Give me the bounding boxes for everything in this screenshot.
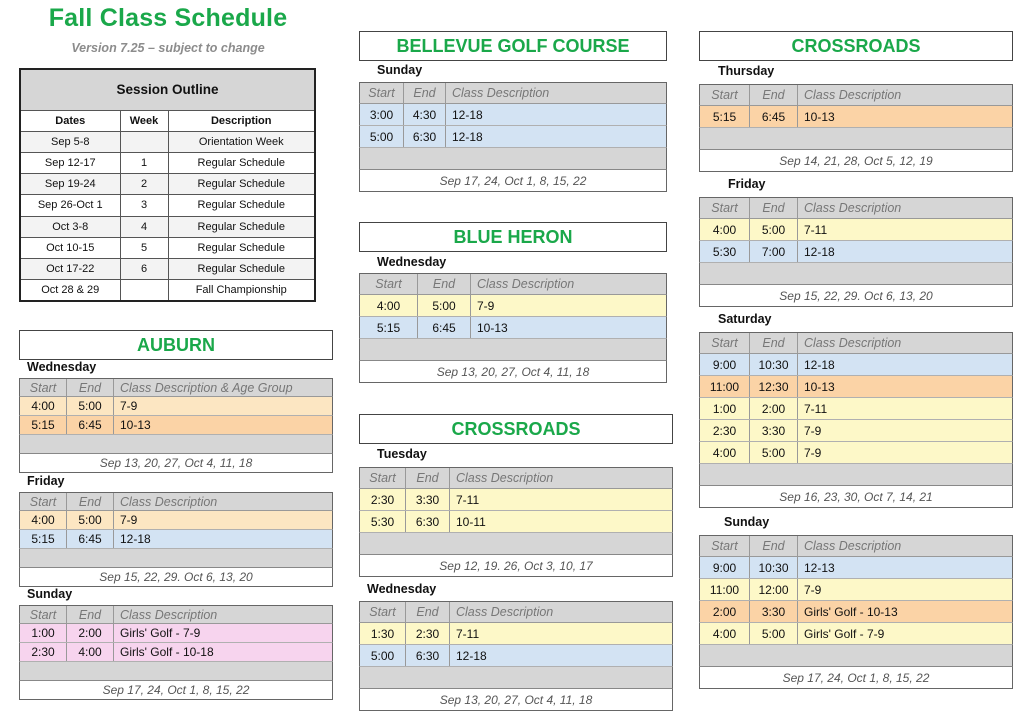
day-label: Saturday (718, 312, 772, 326)
class-row (699, 579, 1013, 601)
class-description: 7-11 (804, 222, 828, 237)
start-time: 11:00 (700, 579, 750, 600)
start-time: 4:00 (700, 623, 750, 644)
outline-row (20, 131, 315, 152)
outline-cell-dates: Oct 10-15 (20, 237, 120, 258)
start-time: 11:00 (700, 376, 750, 397)
outline-cell-description: Regular Schedule (168, 237, 315, 258)
class-row (699, 219, 1013, 241)
class-row (359, 295, 667, 317)
end-time: 2:00 (67, 624, 114, 642)
session-dates: Sep 13, 20, 27, Oct 4, 11, 18 (359, 361, 667, 383)
start-time: 5:15 (700, 106, 750, 127)
outline-cell-description: Regular Schedule (168, 259, 315, 280)
header-start-col: Start (700, 333, 750, 353)
spacer-row (699, 128, 1013, 150)
day-label: Wednesday (27, 360, 97, 374)
start-time: 1:00 (20, 624, 67, 642)
class-row (359, 126, 667, 148)
header-description-col: Class Description (477, 277, 575, 291)
end-time: 5:00 (750, 442, 798, 463)
header-start-col: Start (700, 85, 750, 105)
session-dates: Sep 14, 21, 28, Oct 5, 12, 19 (699, 150, 1013, 172)
class-row (699, 442, 1013, 464)
outline-cell-dates: Sep 12-17 (20, 152, 120, 173)
class-description: 12-18 (804, 244, 835, 259)
outline-row (20, 195, 315, 216)
class-row (19, 397, 333, 416)
end-time: 10:30 (750, 354, 798, 375)
location-title-crossroads-thu-sun: CROSSROADS (699, 31, 1013, 61)
outline-col-dates: Dates (20, 110, 120, 131)
end-time: 6:45 (418, 317, 471, 338)
outline-cell-description: Regular Schedule (168, 152, 315, 173)
class-row (699, 601, 1013, 623)
outline-cell-week: 4 (120, 216, 168, 237)
header-start-col: Start (360, 83, 404, 103)
day-label: Wednesday (367, 582, 437, 596)
header-start-col: Start (700, 536, 750, 556)
header-description-col: Class Description (452, 86, 550, 100)
end-time: 5:00 (750, 623, 798, 644)
spacer-row (359, 533, 673, 555)
end-time: 4:00 (67, 643, 114, 661)
location-title-crossroads-tue-wed: CROSSROADS (359, 414, 673, 444)
class-row (19, 624, 333, 643)
spacer-row (19, 435, 333, 454)
header-description-col: Class Description (456, 605, 554, 619)
outline-row (20, 152, 315, 173)
end-time: 7:00 (750, 241, 798, 262)
schedule-header-row (699, 535, 1013, 557)
end-time: 12:00 (750, 579, 798, 600)
schedule-header-row (19, 605, 333, 624)
spacer-row (359, 667, 673, 689)
class-description: 7-11 (456, 626, 480, 641)
day-label: Sunday (724, 515, 770, 529)
header-description-col: Class Description (804, 88, 902, 102)
end-time: 3:30 (750, 420, 798, 441)
outline-cell-dates: Sep 19-24 (20, 174, 120, 195)
outline-cell-description: Regular Schedule (168, 216, 315, 237)
session-dates: Sep 12, 19. 26, Oct 3, 10, 17 (359, 555, 673, 577)
header-description-col: Class Description & Age Group (120, 380, 293, 395)
class-row (699, 398, 1013, 420)
class-description: 10-11 (456, 514, 486, 529)
outline-cell-dates: Sep 5-8 (20, 131, 120, 152)
outline-cell-week (120, 131, 168, 152)
class-description: 10-13 (804, 109, 835, 124)
header-end-col: End (67, 379, 114, 396)
end-time: 4:30 (404, 104, 446, 125)
outline-cell-description: Regular Schedule (168, 195, 315, 216)
header-end-col: End (404, 83, 446, 103)
schedule-header-row (19, 378, 333, 397)
start-time: 4:00 (20, 397, 67, 415)
start-time: 5:15 (20, 416, 67, 434)
header-start-col: Start (360, 274, 418, 294)
start-time: 2:30 (700, 420, 750, 441)
outline-cell-description: Orientation Week (168, 131, 315, 152)
outline-cell-week: 3 (120, 195, 168, 216)
start-time: 4:00 (20, 511, 67, 529)
class-description: 7-9 (804, 423, 822, 438)
class-row (699, 376, 1013, 398)
class-row (699, 354, 1013, 376)
header-description-col: Class Description (120, 494, 218, 509)
start-time: 3:00 (360, 104, 404, 125)
day-label: Friday (728, 177, 766, 191)
day-label: Friday (27, 474, 65, 488)
session-dates: Sep 13, 20, 27, Oct 4, 11, 18 (359, 689, 673, 711)
outline-col-week: Week (120, 110, 168, 131)
class-row (359, 645, 673, 667)
session-dates: Sep 16, 23, 30, Oct 7, 14, 21 (699, 486, 1013, 508)
class-row (359, 623, 673, 645)
end-time: 6:45 (67, 416, 114, 434)
outline-row (20, 216, 315, 237)
start-time: 5:15 (20, 530, 67, 548)
end-time: 6:30 (404, 126, 446, 147)
spacer-row (19, 662, 333, 681)
header-description-col: Class Description (120, 607, 218, 622)
end-time: 6:45 (750, 106, 798, 127)
class-row (699, 241, 1013, 263)
outline-row (20, 237, 315, 258)
end-time: 5:00 (67, 397, 114, 415)
schedule-header-row (699, 197, 1013, 219)
class-description: 12-18 (120, 532, 151, 546)
start-time: 5:00 (360, 126, 404, 147)
class-description: 7-9 (477, 298, 495, 313)
start-time: 1:00 (700, 398, 750, 419)
outline-row (20, 174, 315, 195)
header-description-col: Class Description (456, 471, 554, 485)
class-description: 7-9 (120, 513, 138, 527)
end-time: 2:30 (406, 623, 450, 644)
schedule-header-row (359, 273, 667, 295)
header-end-col: End (750, 333, 798, 353)
session-dates: Sep 15, 22, 29. Oct 6, 13, 20 (19, 568, 333, 587)
outline-col-description: Description (168, 110, 315, 131)
outline-cell-dates: Sep 26-Oct 1 (20, 195, 120, 216)
outline-cell-week: 6 (120, 259, 168, 280)
class-description: 7-9 (804, 582, 822, 597)
spacer-row (359, 339, 667, 361)
start-time: 2:30 (360, 489, 406, 510)
class-row (699, 106, 1013, 128)
session-dates: Sep 17, 24, Oct 1, 8, 15, 22 (19, 681, 333, 700)
start-time: 5:15 (360, 317, 418, 338)
end-time: 12:30 (750, 376, 798, 397)
outline-cell-week: 5 (120, 237, 168, 258)
header-end-col: End (406, 602, 450, 622)
class-row (19, 530, 333, 549)
class-row (699, 420, 1013, 442)
class-description: 12-18 (452, 129, 483, 144)
class-row (19, 511, 333, 530)
end-time: 5:00 (418, 295, 471, 316)
end-time: 5:00 (750, 219, 798, 240)
class-row (359, 511, 673, 533)
day-label: Thursday (718, 64, 775, 78)
start-time: 9:00 (700, 557, 750, 578)
header-start-col: Start (700, 198, 750, 218)
end-time: 2:00 (750, 398, 798, 419)
class-description: Girls' Golf - 7-9 (120, 626, 201, 640)
outline-cell-week: 1 (120, 152, 168, 173)
class-row (699, 623, 1013, 645)
spacer-row (699, 263, 1013, 285)
day-label: Tuesday (377, 447, 427, 461)
location-title-auburn: AUBURN (19, 330, 333, 360)
page-title: Fall Class Schedule (48, 4, 288, 32)
schedule-header-row (359, 467, 673, 489)
session-outline-title: Session Outline (20, 69, 315, 110)
end-time: 5:00 (67, 511, 114, 529)
page-subtitle: Version 7.25 – subject to change (71, 41, 265, 55)
class-row (359, 104, 667, 126)
class-row (699, 557, 1013, 579)
class-description: 10-13 (120, 418, 151, 432)
header-start-col: Start (20, 606, 67, 623)
session-dates: Sep 17, 24, Oct 1, 8, 15, 22 (699, 667, 1013, 689)
start-time: 2:30 (20, 643, 67, 661)
outline-row (20, 259, 315, 280)
class-description: 12-13 (804, 560, 835, 575)
day-label: Sunday (377, 63, 423, 77)
header-start-col: Start (360, 468, 406, 488)
start-time: 2:00 (700, 601, 750, 622)
class-description: 7-9 (804, 445, 822, 460)
header-start-col: Start (20, 379, 67, 396)
schedule-header-row (359, 82, 667, 104)
outline-row (20, 280, 315, 301)
start-time: 5:30 (700, 241, 750, 262)
class-description: 7-11 (804, 401, 828, 416)
end-time: 6:45 (67, 530, 114, 548)
outline-cell-description: Regular Schedule (168, 174, 315, 195)
session-dates: Sep 13, 20, 27, Oct 4, 11, 18 (19, 454, 333, 473)
location-title-bellevue: BELLEVUE GOLF COURSE (359, 31, 667, 61)
start-time: 4:00 (700, 219, 750, 240)
start-time: 5:30 (360, 511, 406, 532)
schedule-header-row (359, 601, 673, 623)
location-title-blue-heron: BLUE HERON (359, 222, 667, 252)
class-row (359, 489, 673, 511)
start-time: 5:00 (360, 645, 406, 666)
spacer-row (19, 549, 333, 568)
session-outline-table (19, 68, 316, 302)
header-start-col: Start (360, 602, 406, 622)
end-time: 6:30 (406, 645, 450, 666)
class-row (19, 416, 333, 435)
spacer-row (359, 148, 667, 170)
class-description: 12-18 (452, 107, 483, 122)
header-description-col: Class Description (804, 201, 902, 215)
header-end-col: End (750, 85, 798, 105)
class-description: Girls' Golf - 10-18 (120, 645, 214, 659)
session-dates: Sep 17, 24, Oct 1, 8, 15, 22 (359, 170, 667, 192)
outline-cell-dates: Oct 28 & 29 (20, 280, 120, 301)
class-description: 10-13 (804, 379, 835, 394)
class-description: 12-18 (804, 357, 835, 372)
end-time: 3:30 (750, 601, 798, 622)
class-description: 10-13 (477, 320, 508, 335)
outline-cell-week: 2 (120, 174, 168, 195)
outline-cell-week (120, 280, 168, 301)
header-end-col: End (418, 274, 471, 294)
header-end-col: End (67, 493, 114, 510)
start-time: 4:00 (360, 295, 418, 316)
class-description: 7-11 (456, 492, 480, 507)
header-end-col: End (750, 536, 798, 556)
spacer-row (699, 645, 1013, 667)
class-description: 7-9 (120, 399, 138, 413)
class-description: 12-18 (456, 648, 487, 663)
schedule-header-row (699, 332, 1013, 354)
class-row (359, 317, 667, 339)
session-dates: Sep 15, 22, 29. Oct 6, 13, 20 (699, 285, 1013, 307)
outline-cell-description: Fall Championship (168, 280, 315, 301)
schedule-header-row (699, 84, 1013, 106)
start-time: 1:30 (360, 623, 406, 644)
class-description: Girls' Golf - 10-13 (804, 604, 898, 619)
end-time: 6:30 (406, 511, 450, 532)
header-start-col: Start (20, 493, 67, 510)
end-time: 10:30 (750, 557, 798, 578)
header-description-col: Class Description (804, 336, 902, 350)
header-end-col: End (750, 198, 798, 218)
header-end-col: End (406, 468, 450, 488)
day-label: Wednesday (377, 255, 447, 269)
day-label: Sunday (27, 587, 73, 601)
end-time: 3:30 (406, 489, 450, 510)
outline-cell-dates: Oct 3-8 (20, 216, 120, 237)
class-description: Girls' Golf - 7-9 (804, 626, 885, 641)
start-time: 4:00 (700, 442, 750, 463)
spacer-row (699, 464, 1013, 486)
class-row (19, 643, 333, 662)
header-end-col: End (67, 606, 114, 623)
start-time: 9:00 (700, 354, 750, 375)
schedule-header-row (19, 492, 333, 511)
header-description-col: Class Description (804, 539, 902, 553)
outline-cell-dates: Oct 17-22 (20, 259, 120, 280)
